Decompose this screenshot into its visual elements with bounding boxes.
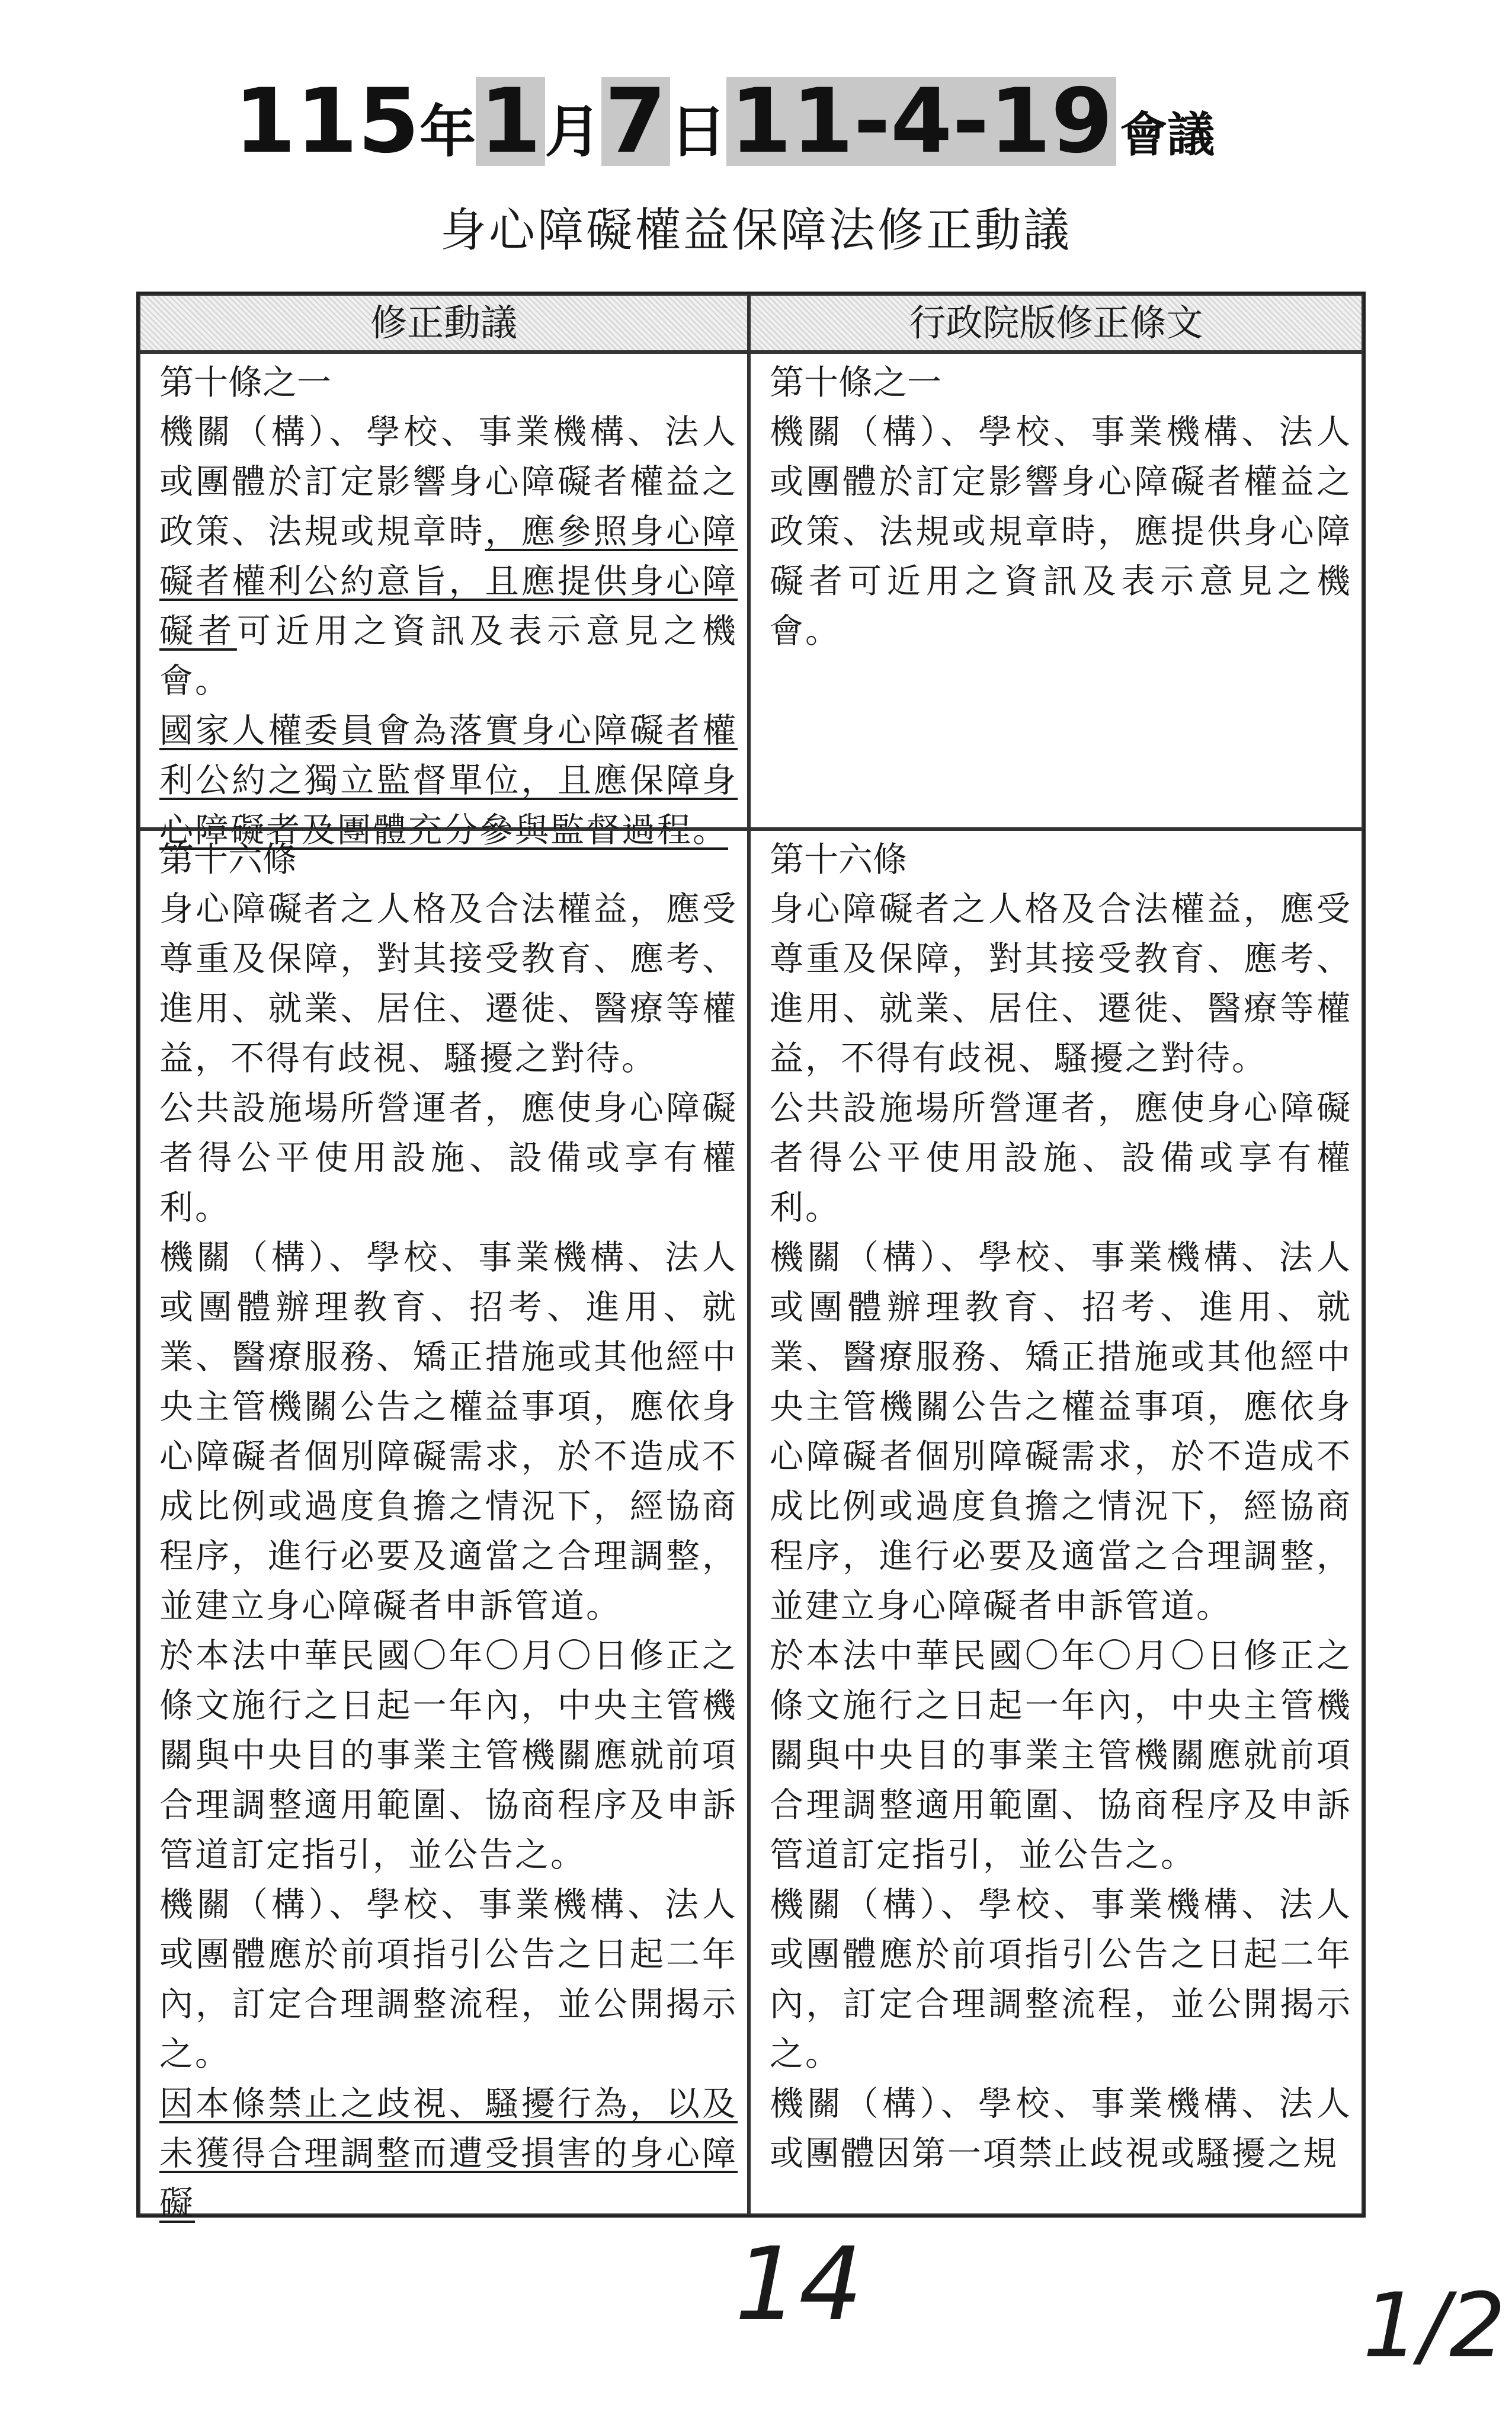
amended-text: 因本條禁止之歧視、騷擾行為，以及未獲得合理調整而遭受損害的身心障礙 xyxy=(159,2084,738,2223)
page-number: 14 xyxy=(735,2226,863,2343)
sheet-marker: 1/2 xyxy=(1363,2274,1506,2378)
paragraph-text: 公共設施場所營運者，應使身心障礙者得公平使用設施、設備或享有權利。 xyxy=(770,1089,1352,1227)
article-paragraph xyxy=(159,407,738,706)
article-paragraph xyxy=(159,1083,738,1233)
paragraph-text: 機關（構）、學校、事業機構、法人或團體應於前項指引公告之日起二年內，訂定合理調整流程，並公開揭示之。 xyxy=(770,1885,1352,2074)
article-paragraph xyxy=(159,1631,738,1880)
paragraph-text: 機關（構）、學校、事業機構、法人或團體因第一項禁止歧視或騷擾之規 xyxy=(770,2084,1352,2173)
paragraph-text: 機關（構）、學校、事業機構、法人或團體於訂定影響身心障礙者權益之政策、法規或規章時，應提供身心障礙者可近用之資訊及表示意見之機會。 xyxy=(770,412,1352,651)
article-paragraph xyxy=(159,2079,738,2228)
document-title: 身心障礙權益保障法修正動議 xyxy=(440,204,1072,257)
row-2-right xyxy=(749,829,1363,2215)
stamp-year-unit: 年 xyxy=(419,100,476,165)
paragraph-text: 身心障礙者之人格及合法權益，應受尊重及保障，對其接受教育、應考、進用、就業、居住、遷徙、醫療等權益，不得有歧視、騷擾之對待。 xyxy=(159,890,738,1078)
article-paragraph xyxy=(159,1233,738,1631)
article-paragraph xyxy=(770,2079,1352,2178)
article-paragraph xyxy=(770,1233,1352,1631)
row-2-left xyxy=(139,829,749,2223)
paragraph-text: 公共設施場所營運者，應使身心障礙者得公平使用設施、設備或享有權利。 xyxy=(159,1089,738,1227)
article-paragraphs xyxy=(770,407,1352,656)
article-paragraphs xyxy=(770,884,1352,2178)
meeting-date-stamp xyxy=(234,70,1215,173)
paragraph-text: 機關（構）、學校、事業機構、法人或團體於訂定影響身心障礙者權益之政策、法規或規章時 xyxy=(159,412,738,551)
paragraph-text: 於本法中華民國〇年〇月〇日修正之條文施行之日起一年內，中央主管機關與中央目的事業主管機關應就前項合理調整適用範圍、協商程序及申訴管道訂定指引，並公告之。 xyxy=(770,1636,1352,1874)
amended-text: ，應參照身心障礙者權利公約意旨，且應提供身心障礙者 xyxy=(159,512,738,651)
article-paragraph xyxy=(770,1083,1352,1233)
stamp-month-unit: 月 xyxy=(544,100,601,165)
stamp-suffix: 會議 xyxy=(1120,107,1215,162)
paragraph-text: 於本法中華民國〇年〇月〇日修正之條文施行之日起一年內，中央主管機關與中央目的事業主管機關應就前項合理調整適用範圍、協商程序及申訴管道訂定指引，並公告之。 xyxy=(159,1636,738,1874)
paragraph-text: 機關（構）、學校、事業機構、法人或團體辦理教育、招考、進用、就業、醫療服務、矯正措施或其他經中央主管機關公告之權益事項，應依身心障礙者個別障礙需求，於不造成不成比例或過度負擔之情況下，經協商程序，進行必要及適當之合理調整，並建立身心障礙者申訴管道。 xyxy=(770,1238,1352,1626)
article-paragraph xyxy=(159,1880,738,2079)
article-heading: 第十條之一 xyxy=(770,362,942,402)
row-1-right xyxy=(749,352,1363,829)
stamp-day: 7 xyxy=(601,77,670,166)
paragraph-text: 身心障礙者之人格及合法權益，應受尊重及保障，對其接受教育、應考、進用、就業、居住、遷徙、醫療等權益，不得有歧視、騷擾之對待。 xyxy=(770,890,1352,1078)
article-paragraph xyxy=(770,407,1352,656)
article-heading: 第十六條 xyxy=(770,839,908,879)
article-heading: 第十六條 xyxy=(159,839,297,879)
header-executive-yuan-version: 行政院版修正條文 xyxy=(749,294,1363,352)
stamp-session-number: 11-4-19 xyxy=(726,77,1116,166)
article-paragraphs xyxy=(159,407,738,855)
article-paragraph xyxy=(770,884,1352,1083)
paragraph-text: 機關（構）、學校、事業機構、法人或團體辦理教育、招考、進用、就業、醫療服務、矯正措施或其他經中央主管機關公告之權益事項，應依身心障礙者個別障礙需求，於不造成不成比例或過度負擔之情況下，經協商程序，進行必要及適當之合理調整，並建立身心障礙者申訴管道。 xyxy=(159,1238,738,1626)
stamp-month: 1 xyxy=(476,77,544,166)
paragraph-text: 機關（構）、學校、事業機構、法人或團體應於前項指引公告之日起二年內，訂定合理調整流程，並公開揭示之。 xyxy=(159,1885,738,2074)
article-paragraph xyxy=(159,884,738,1083)
article-paragraph xyxy=(770,1631,1352,1880)
article-heading: 第十條之一 xyxy=(159,362,332,402)
header-amendment-motion: 修正動議 xyxy=(139,294,749,352)
comparison-table xyxy=(136,292,1366,2223)
article-paragraphs xyxy=(159,884,738,2228)
stamp-day-unit: 日 xyxy=(669,100,726,165)
amended-text: 國家人權委員會為落實身心障礙者權利公約之獨立監督單位，且應保障身心障礙者及團體充分參與監督過程。 xyxy=(159,711,738,850)
row-1-left xyxy=(139,352,749,850)
paragraph-text: 可近用之資訊及表示意見之機會。 xyxy=(159,612,738,700)
article-paragraph xyxy=(770,1880,1352,2079)
stamp-year: 115 xyxy=(234,70,420,173)
